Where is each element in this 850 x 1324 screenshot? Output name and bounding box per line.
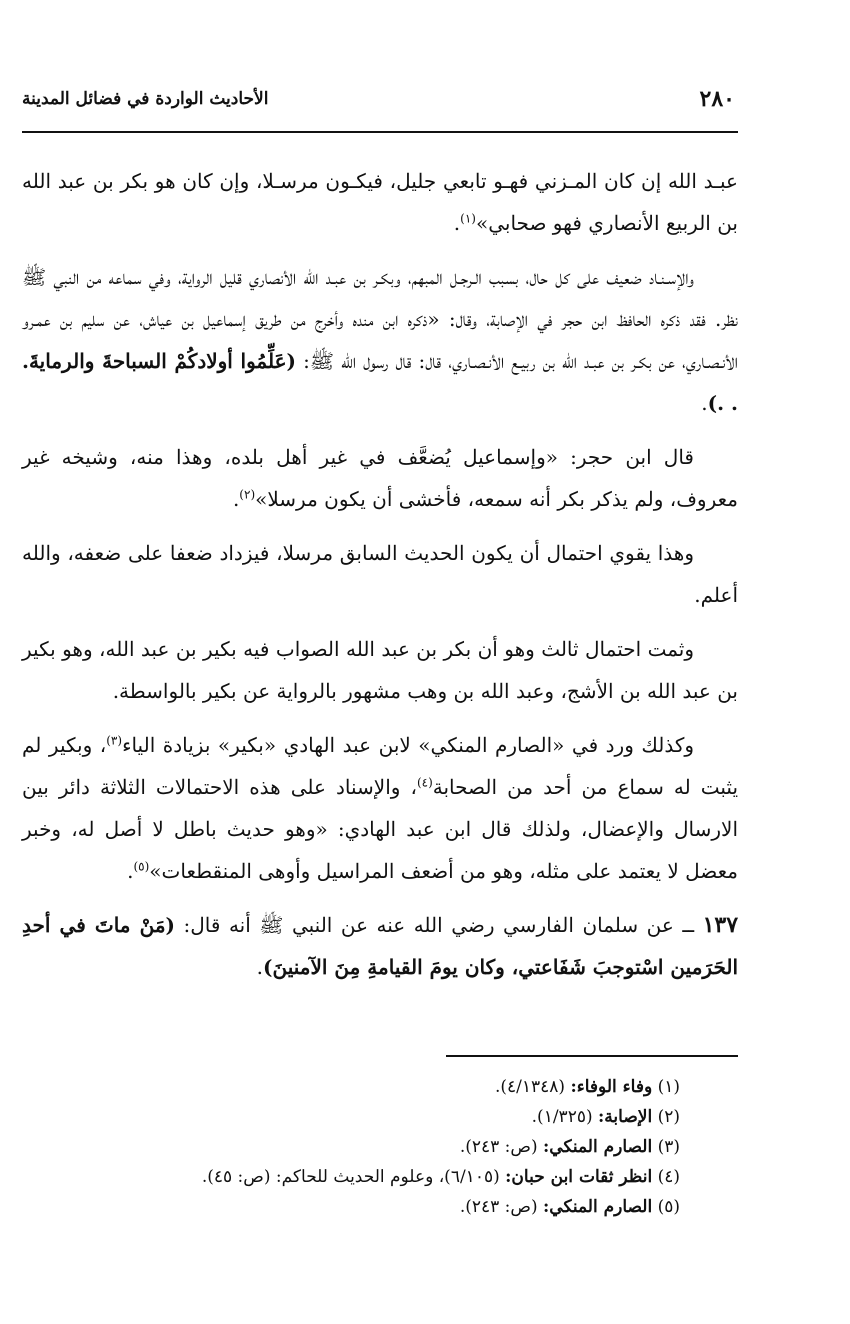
page-number: ٢٨٠: [699, 86, 735, 112]
paragraph-2-text: والإسـنـاد ضعيف على كل حال، بسبب الـرجـل المبهم، وبكـر بن عبـد الله الأنصاري قليل الرواية، وفي سماعه من النبي ﷺ نظر. فقد ذكره الحافظ ابن حجر في الإصابة، وقال: «ذكره ابن منده وأخرج من طريق إسماعيل بن عياش، عن سليم بن عمـرو الأنـصـاري، عن بكـر بن عبـد الله بن ربيـع الأنـصـاري، قال: قال رسول الله ﷺ:: [22, 265, 739, 373]
footnote-source: الصارم المنكي:: [543, 1197, 653, 1217]
main-text: [22, 160, 738, 1000]
footnote-number: (١): [657, 1077, 680, 1097]
footnote-4: [60, 1162, 680, 1192]
running-title: الأحاديث الواردة في فضائل المدينة: [22, 89, 269, 109]
hadith-quote: (عَلِّمُوا أولادكُمْ السباحةَ والرمايةَ. . .): [22, 349, 738, 415]
footnote-1: [60, 1072, 680, 1102]
paragraph-3-end: .: [232, 487, 240, 511]
paragraph-2-end: .: [701, 391, 708, 415]
footnote-ref-2[interactable]: (٢): [239, 487, 256, 502]
paragraph-6: [22, 724, 738, 892]
footnote-ref-1[interactable]: (١): [460, 211, 476, 226]
footnote-number: (٢): [657, 1107, 680, 1127]
paragraph-5: وثمت احتمال ثالث وهو أن بكر بن عبد الله الصواب فيه بكير بن عبد الله، وهو بكير بن عبد الله بن الأشج، وعبد الله بن وهب مشهور بالرواية عن بكير بالواسطة.: [22, 637, 738, 703]
paragraph-1: [22, 160, 738, 244]
footnote-number: (٥): [657, 1197, 680, 1217]
hadith-end: .: [256, 955, 263, 979]
paragraph-3: [22, 436, 738, 520]
footnote-rule: [446, 1055, 738, 1057]
footnote-reference: (ص: ٢٤٣).: [459, 1137, 538, 1157]
paragraph-1-text: عبـد الله إن كان المـزني فهـو تابعي جليل، فيكـون مرسـلا، وإن كان هو بكر بن عبد الله بن الربيع الأنصاري فهو صحابي»: [22, 169, 738, 235]
running-header: [22, 86, 735, 112]
hadith-137: [22, 904, 738, 988]
footnote-source: انظر ثقات ابن حبان:: [505, 1167, 653, 1187]
paragraph-6-text-a: وكذلك ورد في «الصارم المنكي» لابن عبد الهادي «بكير» بزيادة الياء: [122, 733, 695, 757]
footnote-reference: (٦/١٠٥)، وعلوم الحديث للحاكم: (ص: ٤٥).: [201, 1167, 500, 1187]
footnote-2: [60, 1102, 680, 1132]
footnote-source: الصارم المنكي:: [543, 1137, 653, 1157]
footnote-source: وفاء الوفاء:: [570, 1077, 653, 1097]
paragraph-4: وهذا يقوي احتمال أن يكون الحديث السابق مرسلا، فيزداد ضعفا على ضعفه، والله أعلم.: [22, 541, 738, 607]
paragraph-1-end: .: [453, 211, 461, 235]
footnote-3: [60, 1132, 680, 1162]
paragraph-6-text-c: ، والإسناد على هذه الاحتمالات الثلاثة دائر بين الارسال والإعضال، ولذلك قال ابن عبد الهادي: «وهو حديث باطل لا أصل له، وخبر معضل لا يعتمد على مثله، وهو من أضعف المراسيل وأوهى المنقطعات»: [22, 775, 738, 883]
hadith-number: ١٣٧: [702, 912, 739, 938]
footnote-reference: (١/٣٢٥).: [531, 1107, 593, 1127]
footnote-reference: (ص: ٢٤٣).: [459, 1197, 538, 1217]
hadith-intro: ــ عن سلمان الفارسي رضي الله عنه عن النبي ﷺ أنه قال:: [183, 913, 695, 937]
hadith-text: (مَنْ ماتَ في أحدِ الحَرَمين اسْتوجبَ شَفَاعتي، وكان يومَ القيامةِ مِنَ الآمنينَ): [22, 913, 738, 979]
footnote-source: الإصابة:: [598, 1107, 653, 1127]
footnote-ref-4[interactable]: (٤): [416, 775, 433, 790]
paragraph-3-text: قال ابن حجر: «وإسماعيل يُضعَّف في غير أهل بلده، وهذا منه، وشيخه غير معروف، ولم يذكر بكر أنه سمعه، فأخشى أن يكون مرسلا»: [22, 445, 738, 511]
footnote-reference: (٤/١٣٤٨).: [494, 1077, 566, 1097]
paragraph-2: [22, 256, 738, 424]
footnote-number: (٣): [657, 1137, 680, 1157]
paragraph-6-text-b: ، وبكير لم يثبت له سماع من أحد من الصحابة: [22, 733, 739, 799]
footnote-5: [60, 1192, 680, 1222]
header-rule: [22, 131, 738, 133]
paragraph-6-end: .: [127, 859, 134, 883]
footnote-ref-3[interactable]: (٣): [106, 733, 123, 748]
footnote-ref-5[interactable]: (٥): [133, 859, 150, 874]
footnote-number: (٤): [657, 1167, 680, 1187]
footnotes: [60, 1072, 680, 1222]
